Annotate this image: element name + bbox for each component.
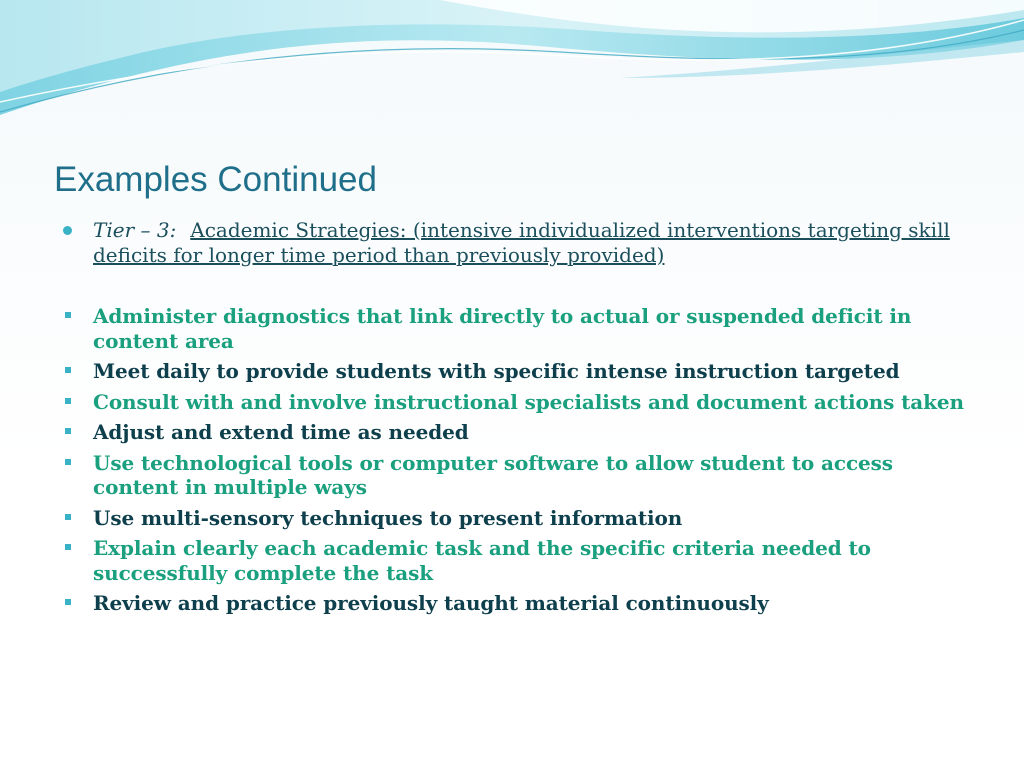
square-bullet-icon — [65, 398, 71, 404]
list-item-text: Consult with and involve instructional specialists and document actions taken — [93, 389, 964, 414]
tier-label: Tier – 3: — [93, 218, 177, 242]
list-item — [60, 420, 980, 445]
list-item-text: Review and practice previously taught material continuously — [93, 591, 769, 615]
list-item — [60, 536, 980, 585]
list-item — [60, 591, 980, 616]
square-bullet-icon — [65, 514, 71, 520]
tier-heading-line — [60, 218, 980, 268]
list-item-text: Use multi-sensory techniques to present information — [93, 505, 683, 530]
slide-title: Examples Continued — [54, 160, 377, 199]
list-item-text: Meet daily to provide students with specific intense instruction targeted — [93, 359, 900, 383]
list-item — [60, 506, 980, 531]
square-bullet-icon — [65, 367, 71, 373]
list-item — [60, 359, 980, 384]
slide-content — [60, 218, 980, 622]
square-bullet-icon — [65, 312, 71, 318]
list-item — [60, 390, 980, 415]
square-bullet-icon — [65, 599, 71, 605]
wave-decoration — [0, 0, 1024, 130]
list-item-text: Adjust and extend time as needed — [93, 420, 469, 444]
square-bullet-icon — [65, 428, 71, 434]
list-item-text: Administer diagnostics that link directly to actual or suspended deficit in content area — [93, 304, 912, 353]
tier-heading: Academic Strategies: (intensive individualized interventions targeting skill deficits for longer time period than previously provided) — [93, 218, 950, 267]
square-bullet-icon — [65, 459, 71, 465]
square-bullet-icon — [65, 544, 71, 550]
list-item-text: Use technological tools or computer software to allow student to access content in multiple ways — [93, 450, 893, 499]
list-item-text: Explain clearly each academic task and the specific criteria needed to successfully complete the task — [93, 536, 871, 585]
strategy-list — [60, 304, 980, 616]
round-bullet-icon — [63, 226, 72, 235]
list-item — [60, 451, 980, 500]
list-item — [60, 304, 980, 353]
